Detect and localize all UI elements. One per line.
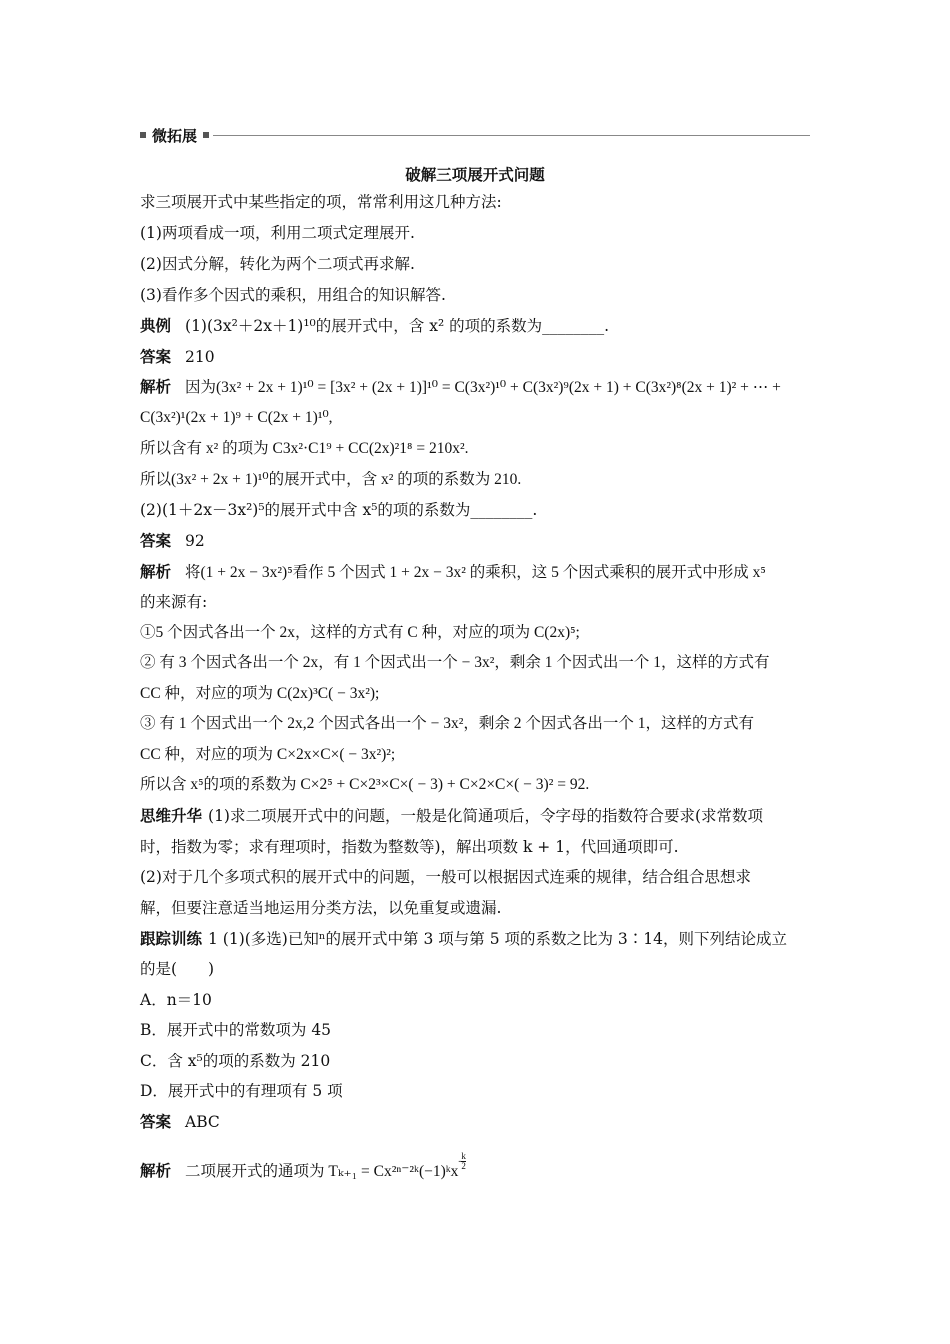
analysis-label: 解析 [140,1162,172,1180]
summary-label: 思维升华 [140,807,203,825]
analysis-line: C(3x²)¹(2x + 1)⁹ + C(2x + 1)¹⁰, [140,409,333,426]
answer-value: 92 [185,532,205,550]
example-2-answer [140,531,810,551]
example-2-question: (2)(1＋2x－3x²)⁵的展开式中含 x⁵的项的系数为________. [140,501,538,519]
example-label: 典例 [140,317,172,335]
fraction [461,1152,466,1171]
fraction-numerator: k [461,1151,466,1162]
practice-question [140,929,810,949]
header-title: 微拓展 [152,126,198,145]
section-title: 破解三项展开式问题 [405,166,545,184]
intro-line: (2)因式分解，转化为两个二项式再求解. [140,255,415,273]
case-3-cont: CC 种，对应的项为 C×2x×C×( − 3x²)²; [140,746,396,763]
analysis-line: 所以含有 x² 的项为 C3x²·C1⁹ + CC(2x)²1⁸ = 210x². [140,440,469,457]
case-2: ② 有 3 个因式各出一个 2x，有 1 个因式出一个 − 3x²，剩余 1 个因式出一个 1，这样的方式有 [140,654,770,671]
option-a: A．n＝10 [140,991,212,1009]
header-bullet-icon [140,132,146,138]
exponent-fraction [458,1152,466,1171]
section-header [140,124,810,146]
answer-value: ABC [185,1113,220,1131]
case-3: ③ 有 1 个因式出一个 2x,2 个因式各出一个 − 3x²，剩余 2 个因式各出一个 1，这样的方式有 [140,715,755,732]
option-c: C．含 x⁵的项的系数为 210 [140,1052,331,1070]
summary-line: 时，指数为零；求有理项时，指数为整数等)，解出项数 k + 1，代回通项即可. [140,838,679,856]
summary-line: (2)对于几个多项式积的展开式中的问题，一般可以根据因式连乘的规律，结合组合思想求 [140,868,751,886]
header-rule [213,135,810,136]
general-term-formula: Tₖ₊₁ = Cx²ⁿ⁻²ᵏ(−1)ᵏx [328,1163,459,1180]
summary [140,806,810,826]
practice-label: 跟踪训练 [140,930,203,948]
answer-label: 答案 [140,348,172,366]
analysis-label: 解析 [140,563,172,581]
analysis-text: 将(1 + 2x − 3x²)⁵看作 5 个因式 1 + 2x − 3x² 的乘积，这 5 个因式乘积的展开式中形成 x⁵ [185,564,766,581]
example-2-analysis [140,562,810,583]
analysis-line: 的来源有: [140,593,208,611]
example-1-answer [140,347,810,367]
summary-line: 解，但要注意适当地运用分类方法，以免重复或遗漏. [140,899,502,917]
case-2-cont: CC 种，对应的项为 C(2x)³C( − 3x²); [140,685,380,702]
analysis-text: 二项展开式的通项为 [185,1163,325,1180]
analysis-line: 所以(3x² + 2x + 1)¹⁰的展开式中，含 x² 的项的系数为 210. [140,471,522,488]
example-1-question [140,316,810,336]
option-d: D．展开式中的有理项有 5 项 [140,1082,343,1100]
header-bullet-icon [203,132,209,138]
answer-value: 210 [185,348,215,366]
practice-line: 的是( ) [140,960,215,978]
practice-text: 1 (1)(多选)已知ⁿ的展开式中第 3 项与第 5 项的系数之比为 3∶14，则下列结论成立 [208,930,788,948]
conclusion: 所以含 x⁵的项的系数为 C×2⁵ + C×2³×C×( − 3) + C×2×C×( − 3)² = 92. [140,776,590,793]
example-1-analysis [140,377,810,398]
answer-label: 答案 [140,1113,172,1131]
example-1-text: (1)(3x²＋2x＋1)¹⁰的展开式中，含 x² 的项的系数为________. [185,317,610,335]
exponent-sign: - [458,1156,462,1166]
intro-line: 求三项展开式中某些指定的项，常常利用这几种方法: [140,193,502,211]
intro-line: (1)两项看成一项，利用二项式定理展开. [140,224,415,242]
analysis-text: 因为(3x² + 2x + 1)¹⁰ = [3x² + (2x + 1)]¹⁰ = C(3x²)¹⁰ + C(3x²)⁹(2x + 1) + C(3x²)⁸(2x + 1)² + ⋯ + [185,379,781,396]
practice-analysis [140,1151,810,1183]
practice-answer [140,1112,810,1132]
intro-line: (3)看作多个因式的乘积，用组合的知识解答. [140,286,446,304]
fraction-denominator: 2 [461,1161,466,1172]
case-1: ①5 个因式各出一个 2x，这样的方式有 C 种，对应的项为 C(2x)⁵; [140,624,580,641]
answer-label: 答案 [140,532,172,550]
summary-text: (1)求二项展开式中的问题，一般是化简通项后，令字母的指数符合要求(求常数项 [208,807,764,825]
option-b: B．展开式中的常数项为 45 [140,1021,332,1039]
analysis-label: 解析 [140,378,172,396]
